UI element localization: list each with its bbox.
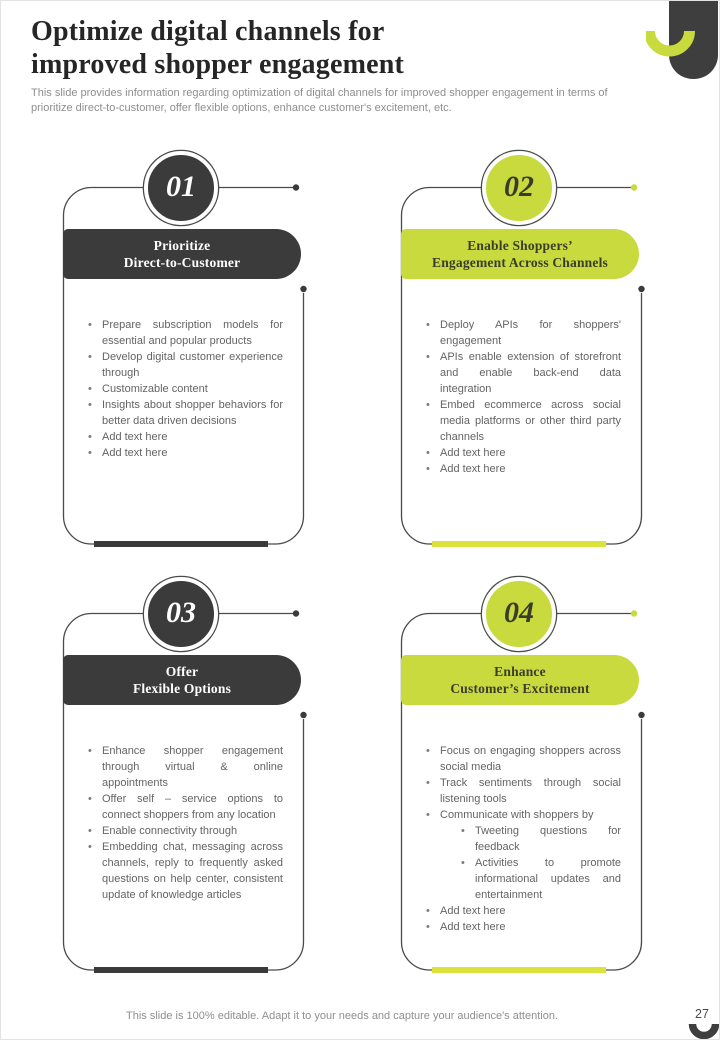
bullet-item (425, 317, 621, 349)
logo-smile-icon (646, 5, 698, 59)
bullet-item (425, 349, 621, 397)
bullet-item (425, 743, 621, 775)
bullet-item (87, 839, 283, 903)
bullet-item (87, 445, 283, 461)
connector-dot (631, 610, 637, 616)
bullet-text: Track sentiments through social listening tools (440, 777, 621, 805)
card-title-line2: Flexible Options (132, 681, 232, 696)
card-accent-bar (432, 541, 606, 547)
card-title-line1: Prioritize (153, 237, 211, 253)
card-header-band (401, 229, 639, 279)
footer-smile-icon (688, 1017, 720, 1040)
card-header-band (63, 655, 301, 705)
bullet-text: Add text here (440, 905, 506, 917)
page-number: 27 (695, 1007, 709, 1021)
card-header-band (401, 655, 639, 705)
bullet-text: Embed ecommerce across social media platforms or other third party channels (440, 399, 621, 443)
bullet-item (87, 397, 283, 429)
bullet-item (87, 429, 283, 445)
page-title-line2: improved shopper engagement (31, 49, 405, 80)
bullet-item (425, 903, 621, 919)
bullet-item (87, 743, 283, 791)
bullet-list (425, 317, 621, 477)
bullet-item (425, 919, 621, 935)
bullet-text: Prepare subscription models for essential and popular products (102, 319, 283, 347)
bullet-text: Add text here (440, 447, 506, 459)
bullet-item (87, 823, 283, 839)
connector-dot (300, 286, 306, 292)
connector-dot (638, 712, 644, 718)
page-title (31, 15, 404, 81)
sub-bullet-text: Tweeting questions for feedback (475, 825, 621, 853)
card-number-badge: 03 (144, 577, 218, 651)
card-03 (61, 575, 307, 985)
connector-dot (631, 184, 637, 190)
bullet-text: Communicate with shoppers by (440, 809, 594, 821)
bullet-item (425, 807, 621, 903)
card-accent-bar (94, 541, 268, 547)
bullet-text: Add text here (440, 921, 506, 933)
bullet-item (87, 317, 283, 349)
bullet-text: Enhance shopper engagement through virtual & online appointments (102, 745, 283, 789)
card-title-line1: Offer (165, 663, 199, 679)
connector-dot (293, 610, 299, 616)
card-title-line1: Enable Shoppers’ (467, 237, 573, 253)
bullet-text: Add text here (102, 431, 168, 443)
bullet-text: Enable connectivity through (102, 825, 238, 837)
sub-bullet-item (460, 823, 621, 855)
card-number-badge: 02 (482, 151, 556, 225)
card-title-line2: Direct-to-Customer (123, 255, 241, 270)
bullet-item (87, 791, 283, 823)
connector-dot (638, 286, 644, 292)
connector-dot (293, 184, 299, 190)
bullet-text: Focus on engaging shoppers across social media (440, 745, 621, 773)
card-accent-bar (432, 967, 606, 973)
footer-note: This slide is 100% editable. Adapt it to your needs and capture your audience's attention. (126, 1010, 558, 1022)
card-title-line1: Enhance (494, 663, 546, 679)
sub-bullet-text: Activities to promote informational updates and entertainment (475, 857, 621, 901)
bullet-list (425, 743, 621, 935)
bullet-text: Embedding chat, messaging across channels, reply to frequently asked questions on help center, consistent update of knowledge articles (102, 841, 283, 901)
bullet-text: Add text here (440, 463, 506, 475)
bullet-item (87, 349, 283, 381)
bullet-item (425, 397, 621, 445)
bullet-text: Add text here (102, 447, 168, 459)
bullet-list (87, 743, 283, 903)
bullet-text: Offer self – service options to connect shoppers from any location (102, 793, 283, 821)
bullet-item (425, 775, 621, 807)
bullet-item (425, 445, 621, 461)
card-01 (61, 149, 307, 559)
sub-bullet-item (460, 855, 621, 903)
card-number-badge: 01 (144, 151, 218, 225)
bullet-list (87, 317, 283, 461)
card-02 (399, 149, 645, 559)
bullet-text: APIs enable extension of storefront and enable back-end data integration (440, 351, 621, 395)
card-title-line2: Engagement Across Channels (432, 255, 608, 270)
card-header-band (63, 229, 301, 279)
bullet-text: Develop digital customer experience through (102, 351, 283, 379)
bullet-item (87, 381, 283, 397)
page-title-line1: Optimize digital channels for (31, 16, 385, 47)
bullet-item (425, 461, 621, 477)
bullet-text: Deploy APIs for shoppers' engagement (440, 319, 621, 347)
card-title-line2: Customer’s Excitement (450, 681, 590, 696)
card-accent-bar (94, 967, 268, 973)
card-04 (399, 575, 645, 985)
bullet-text: Insights about shopper behaviors for better data driven decisions (102, 399, 283, 427)
page-subtitle: This slide provides information regarding optimization of digital channels for improved shopper engagement in terms of prioritize direct-to-customer, offer flexible options, enhance customer's excitement, etc. (31, 87, 608, 114)
connector-dot (300, 712, 306, 718)
bullet-text: Customizable content (102, 383, 208, 395)
card-number-badge: 04 (482, 577, 556, 651)
